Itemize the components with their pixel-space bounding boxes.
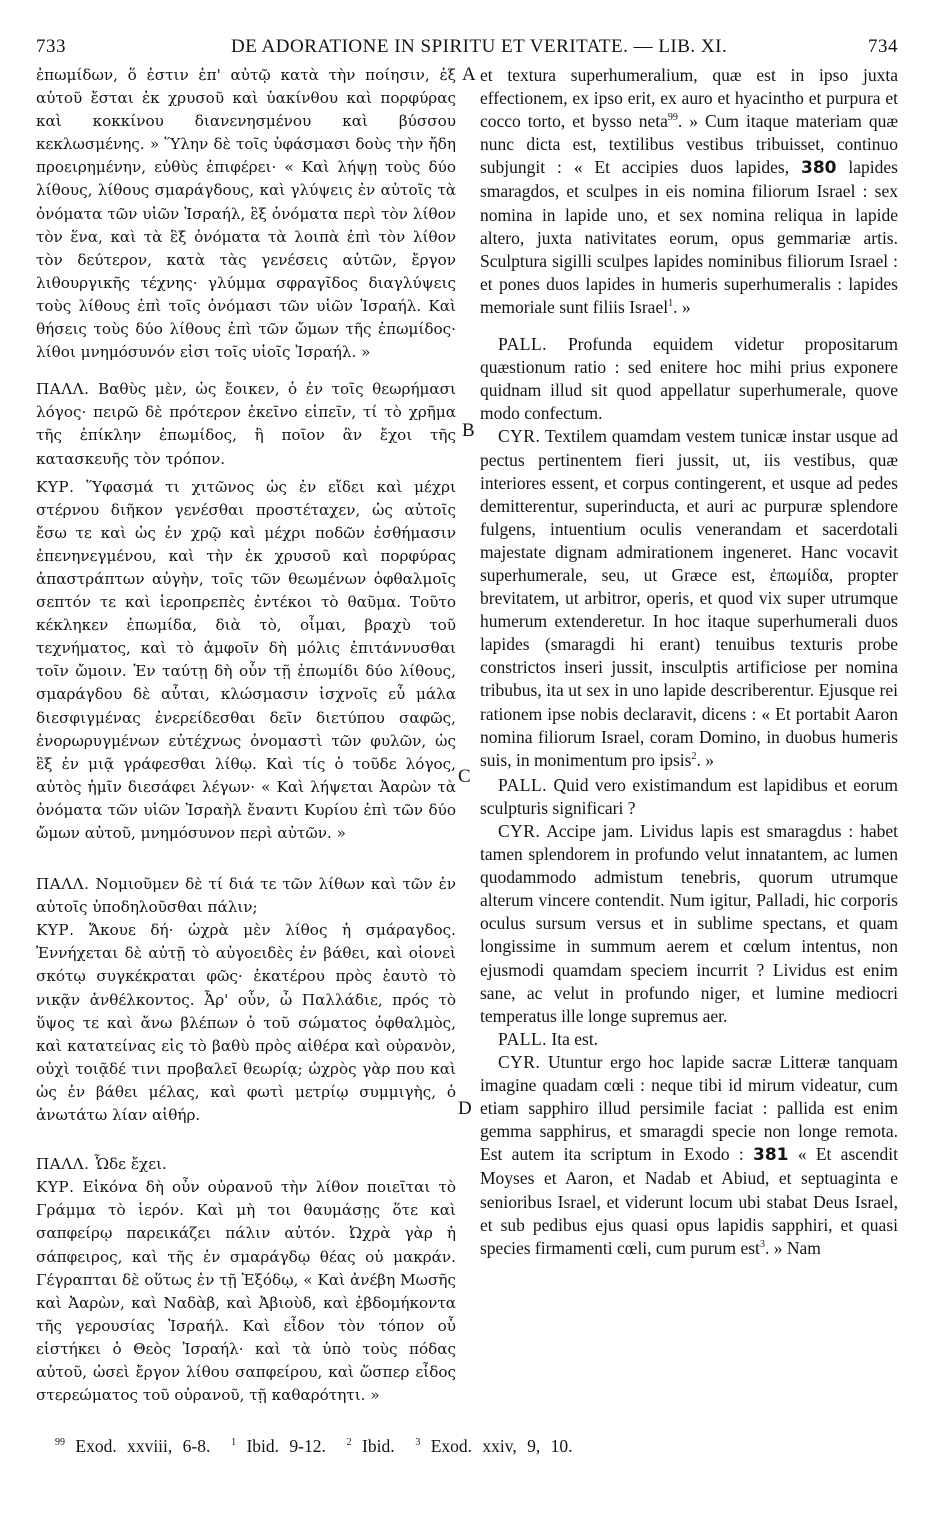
footnote-ref: 1 bbox=[668, 298, 674, 310]
speaker-label: PALL. bbox=[498, 334, 548, 355]
speaker-label: PALL. bbox=[498, 774, 548, 795]
speaker-label: ΠΑΛΛ. bbox=[36, 875, 90, 894]
latin-paragraph-3 bbox=[480, 425, 898, 771]
speaker-label: ΚΥΡ. bbox=[36, 1178, 75, 1197]
footnote-text: Exod. xxviii, 6-8. bbox=[75, 1436, 211, 1456]
footnote-mark: 2 bbox=[346, 1437, 352, 1449]
greek-paragraph-7-text: Εἰκόνα δὴ οὖν οὐρανοῦ τὴν λίθον ποιεῖται τὸ Γράμμα τὸ ἱερόν. Καὶ μὴ τοι θαυμάσῃς ὅτε καὶ σαπφείρῳ παρεικάζει πάλιν αὐτόν. Ὠχρὰ γὰρ ἡ σάπφειρος, καὶ τῆς ἐν σμαράγδῳ θέας οὐ μακράν. Γέγραπται δὲ οὕτως ἐν τῇ Ἐξόδῳ, « Καὶ ἀνέβη Μωσῆς καὶ Ἀαρὼν, καὶ Ναδὰβ, καὶ Ἀβιοὺδ, καὶ ἑβδομήκοντα τῆς γερουσίας Ἰσραήλ. Καὶ εἶδον τὸν τόπον οὗ εἱστήκει ὁ Θεὸς Ἰσραήλ· καὶ τὰ ὑπὸ τοὺς πόδας αὐτοῦ, ὡσεὶ ἔργον λίθου σαπφείρου, καὶ ὥσπερ εἶδος στερεώματος τοῦ οὐρανοῦ, τῇ καθαρότητι. » bbox=[36, 1178, 456, 1405]
latin-paragraph-6 bbox=[480, 1028, 898, 1051]
latin-text: , propter brevitatem, ut arbitror, operis, et quod vix super utrumque humerum extenderetur. In hoc itaque superhumerali duos lapides (smaragdi hi erant) tenuibus texturis probe constrictos inseri jussit, insculptis artificiose per nomina tribubus, ita ut sex in uno lapide describerentur. Ejusque rei rationem ipse nobis declaravit, dicens : « Et portabit Aaron nomina filiorum Israel, coram Domino, in duobus humeris suis, in monimentum pro ipsis bbox=[480, 564, 899, 770]
greek-paragraph-2-text: Βαθὺς μὲν, ὡς ἔοικεν, ὁ ἐν τοῖς θεωρήμασι λόγος· πειρῶ δὲ πρότερον ἐκεῖνο εἰπεῖν, τί τὸ χρῆμα τῆς ἐπίκλην ἐπωμίδος, ἢ ποῖον ἂν ἔχοι τῆς κατασκευῆς τὸν τρόπον. bbox=[36, 380, 457, 468]
latin-text: Textilem quamdam vestem tunicæ instar usque ad pectus pertinentem fieri jussit, ut, iis vestibus, quæ interiores essent, et corpus contingerent, et usque ad pedes demitterentur, superinducta, et auri ac purpuræ splendore fulgens, intuentium oculis venerandam et sacerdotali majestate dignam admirationem ingeneret. Hanc vocavit superhumerale, seu, ut Græce est, bbox=[480, 426, 898, 585]
footnote-ref: 99 bbox=[667, 112, 678, 124]
latin-paragraph-4 bbox=[480, 774, 898, 820]
latin-text: . » bbox=[696, 749, 714, 770]
greek-inline-word: ἐπωμίδα bbox=[769, 564, 829, 585]
latin-paragraph-5-text: Accipe jam. Lividus lapis est smaragdus : habet tamen splendorem in profundo velut innatantem, ac lumen quodammodo admistum tenebris, quorum utrumque alterum vincere contendit. Num igitur, Palladi, hic corporis oculus sursum versus et in sublime spectans, et quam longissime in summum aerem et cœlum intentus, non ejusmodi quamdam speciem incurrit ? Lividus est enim sane, ac velut in profundo niger, et lumine mediocri temperatus ille longe supremus aer. bbox=[480, 821, 898, 1026]
page-marker: 381 bbox=[753, 1145, 789, 1166]
latin-column bbox=[480, 64, 898, 1260]
greek-paragraph-4 bbox=[36, 873, 456, 919]
latin-paragraph-6-text: Ita est. bbox=[551, 1028, 599, 1049]
greek-paragraph-1: ἐπωμίδων, ὅ ἐστιν ἐπ' αὐτῷ κατὰ τὴν ποίησιν, ἐξ αὐτοῦ ἔσται ἐκ χρυσοῦ καὶ ὑακίνθου καὶ πορφύρας καὶ κοκκίνου διανενησμένου καὶ βύσσου κεκλωσμένης. » Ὕλην δὲ τοῖς ὑφάσμασι δοὺς τὴν ἤδη προειρημένην, εὐθὺς ἐπιφέρει· « Καὶ λήψῃ τοὺς δύο λίθους, λίθους σμαράγδους, καὶ γλύψεις ἐν αὐτοῖς τὰ ὀνόματα τῶν υἱῶν Ἰσραήλ, ἓξ ὀνόματα περὶ τὸν λίθον τὸν ἕνα, καὶ τὰ ἓξ ὀνόματα τὰ λοιπὰ ἐπὶ τὸν λίθον τὸν δεύτερον, κατὰ τὰς γενέσεις αὐτῶν, ἔργον λιθουργικῆς τέχνης· γλύμμα σφραγῖδος διαγλύψεις τοὺς λίθους ἐπὶ τοῖς ὀνόμασι τῶν υἱῶν Ἰσραήλ. Καὶ θήσεις τοὺς δύο λίθους ἐπὶ τῶν ὤμων τῆς ἐπωμίδος· λίθοι μνημόσυνόν εἰσι τοῖς υἱοῖς Ἰσραήλ. » bbox=[36, 66, 456, 362]
latin-paragraph-2-text: Profunda equidem videtur propositarum quæstionum ratio : sed enitere hoc mihi prius exponere quidnam illud sit quod appellatur superhumerale, quove modo confectum. bbox=[480, 334, 898, 424]
latin-text: . » Cum itaque materiam quæ nunc dicta est, textilibus vestibus tribuisset, continuo subjungit : « Et accipies duos lapides, bbox=[480, 111, 898, 178]
running-title: DE ADORATIONE IN SPIRITU ET VERITATE. — LIB. XI. bbox=[231, 36, 728, 57]
page-number-right: 734 bbox=[868, 36, 898, 57]
latin-text: . » bbox=[673, 296, 691, 317]
footnote-text: Exod. xxiv, 9, 10. bbox=[430, 1436, 573, 1456]
footnote-text: Ibid. bbox=[362, 1436, 395, 1456]
speaker-label: ΚΥΡ. bbox=[36, 477, 75, 496]
greek-paragraph-3-text: Ὕφασμά τι χιτῶνος ὡς ἐν εἴδει καὶ μέχρι στέρνου διῆκον γενέσθαι προστέταχεν, ὡς αὐτοῖς ἔσω τε καὶ ὡς ἐν χρῷ καὶ μέχρι ποδῶν ἐσθήμασιν ἐπενηνεγμένου, καὶ τὴν ἐκ χρυσοῦ καὶ πορφύρας ἀπαστράπτων αὐγὴν, τοῖς τῶν θεωμένων ὀφθαλμοῖς σεπτόν τε καὶ ἱεροπρεπὲς ἐντέκοι τὸ θαῦμα. Τοῦτο κέκληκεν ἐπωμίδα, διὰ τὸ, οἶμαι, βραχὺ τοῦ τεχνήματος, καὶ τὸ ἀμφοῖν δὴ μόλις ἐπιτάννυσθαι τοῖν ὤμοιν. Ἐν ταύτῃ δὴ οὖν τῇ ἐπωμίδι δύο λίθους, σμαράγδου δὲ αὗται, κλώσμασιν ἰσχνοῖς εὖ μάλα διεσφιγμένας ἐνερείδεσθαι δεῖν διετύπου σαφῶς, ἐνορωρυγμένων εὐτέχνως ὀνομαστὶ τῶν φυλῶν, ὡς ἓξ ἐν μιᾷ γράφεσθαι λίθῳ. Καὶ τίς ὁ τοῦδε λόγος, αὐτὸς ἡμῖν διεσάφει λέγων· « Καὶ λήψεται Ἀαρὼν τὰ ὀνόματα τῶν υἱῶν Ἰσραὴλ ἔναντι Κυρίου ἐπὶ τῶν δύο ὤμων αὐτοῦ, μνημόσυνον περὶ αὐτῶν. » bbox=[36, 477, 457, 842]
page-marker: 380 bbox=[801, 158, 837, 179]
latin-text: . » Nam bbox=[764, 1237, 821, 1258]
latin-paragraph-5 bbox=[480, 820, 898, 1028]
greek-paragraph-5 bbox=[36, 919, 456, 1127]
footnote-ref: 2 bbox=[691, 750, 697, 762]
greek-paragraph-6-text: Ὧδε ἔχει. bbox=[94, 1155, 167, 1174]
latin-text: et textura superhumeralium, quæ est in ipso juxta effectionem, ex ipso erit, ex auro et hyacintho et purpura et cocco torto, et bysso neta bbox=[480, 65, 898, 132]
speaker-label: ΠΑΛΛ. bbox=[36, 380, 90, 399]
margin-letter-a: A bbox=[462, 64, 476, 85]
speaker-label: CYR. bbox=[498, 426, 541, 447]
latin-text: « Et ascendit Moyses et Aaron, et Nadab et Abiud, et septuaginta e senioribus Israel, et viderunt locum ubi stabat Deus Israel, et sub pedibus ejus quasi opus lapidis sapphiri, et quasi species firmamenti cœli, cum purum est bbox=[480, 1144, 899, 1258]
footnotes bbox=[55, 1436, 895, 1457]
speaker-label: CYR. bbox=[498, 1051, 541, 1072]
greek-column bbox=[36, 64, 456, 1407]
latin-paragraph-4-text: Quid vero existimandum est lapidibus et eorum sculpturis significari ? bbox=[480, 774, 898, 818]
latin-paragraph-2 bbox=[480, 333, 898, 425]
speaker-label: CYR. bbox=[498, 821, 541, 841]
greek-paragraph-7 bbox=[36, 1176, 456, 1407]
greek-paragraph-4-text: Νομιοῦμεν δὲ τί διά τε τῶν λίθων καὶ τῶν ἐν αὐτοῖς ὑποδηλοῦσθαι πάλιν; bbox=[36, 875, 457, 917]
margin-letter-d: D bbox=[458, 1098, 472, 1119]
footnote-mark: 99 bbox=[55, 1437, 65, 1449]
running-header bbox=[36, 36, 898, 62]
footnote-text: Ibid. 9-12. bbox=[246, 1436, 326, 1456]
footnote-mark: 1 bbox=[231, 1437, 237, 1449]
footnote-ref: 3 bbox=[759, 1238, 765, 1250]
latin-paragraph-7 bbox=[480, 1051, 898, 1260]
greek-paragraph-6 bbox=[36, 1153, 456, 1176]
greek-paragraph-2 bbox=[36, 378, 456, 470]
page-number-left: 733 bbox=[36, 36, 66, 57]
latin-paragraph-1 bbox=[480, 64, 898, 319]
latin-text: lapides smaragdos, et sculpes in eis nomina filiorum Israel : sex nomina in lapide uno, et sex nomina reliqua in lapide altero, juxta nativitates eorum, opus gemmariæ artis. Sculptura sigilli sculpes lapides nominibus filiorum Israel : et pones duos lapides in humeris superhumeralis : lapides memoriale sunt filiis Israel bbox=[480, 157, 898, 317]
speaker-label: PALL. bbox=[498, 1028, 548, 1049]
margin-letter-c: C bbox=[458, 766, 471, 787]
footnote-mark: 3 bbox=[415, 1437, 421, 1449]
latin-text: Utuntur ergo hoc lapide sacræ Litteræ tanquam imagine quadam cœli : neque tibi id mirum videatur, cum etiam sapphiro illud persimile faciat : pallida est enim gemma sapphirus, et smaragdi specie non longe remota. Est autem ita scriptum in Exodo : bbox=[480, 1051, 898, 1165]
speaker-label: ΚΥΡ. bbox=[36, 921, 75, 940]
margin-letter-b: B bbox=[462, 420, 475, 441]
greek-paragraph-3 bbox=[36, 476, 456, 846]
speaker-label: ΠΑΛΛ. bbox=[36, 1155, 90, 1174]
greek-paragraph-5-text: Ἄκουε δή· ὠχρὰ μὲν λίθος ἡ σμάραγδος. Ἐννήχεται δὲ αὐτῇ τὸ αὐγοειδὲς ἐν βάθει, καὶ οἱονεὶ σκότῳ συγκέκραται φῶς· ἑκατέρου πρὸς ἑαυτὸ τὸ νικᾷν ἀνθέλκοντος. Ἆρ' οὖν, ὦ Παλλάδιε, πρός τὸ ὕψος τε καὶ ἄνω βλέπων ὁ τοῦ σώματος ὀφθαλμὸς, καὶ κατατείνας εἰς τὸ βαθὺ πρὸς αἰθέρα καὶ οὐρανὸν, οὐχὶ τοιᾷδέ τινι προβαλεῖ θεωρίᾳ; ὠχρὸς γὰρ που καὶ ὡς ἐν βάθει μέλας, καὶ φωτὶ μετρίῳ συμμιγὴς, ὁ ἀνωτάτω λίαν αἰθήρ. bbox=[36, 921, 457, 1125]
